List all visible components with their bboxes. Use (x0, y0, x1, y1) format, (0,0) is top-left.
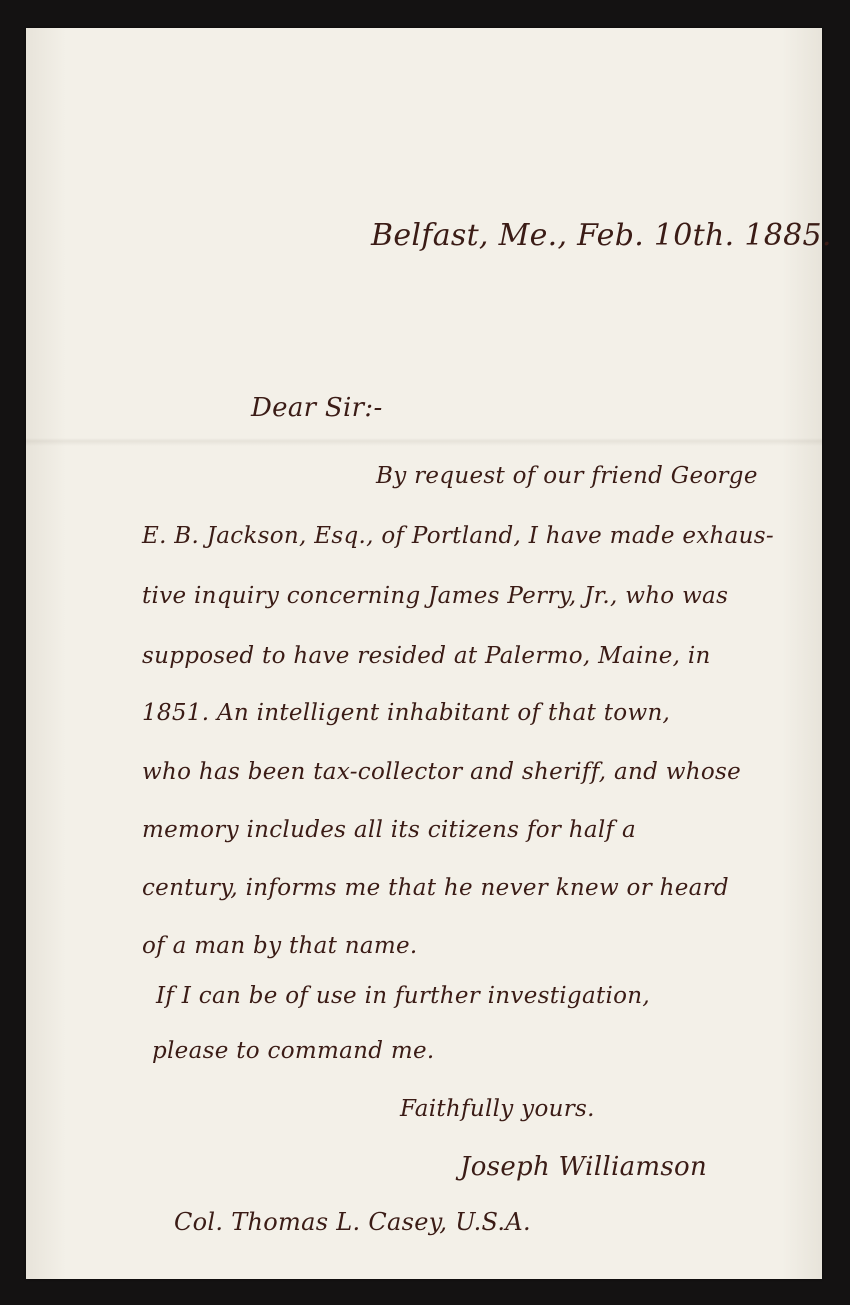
body-line: of a man by that name. (142, 933, 418, 959)
body-line: please to command me. (152, 1038, 435, 1064)
closing: Faithfully yours. (400, 1096, 595, 1122)
letter-page (26, 28, 832, 1279)
body-line: memory includes all its citizens for half a (142, 817, 636, 843)
body-line: who has been tax-collector and sheriff, and whose (142, 759, 741, 785)
signature: Joseph Williamson (460, 1152, 707, 1182)
body-line: century, informs me that he never knew or heard (142, 875, 729, 901)
body-line: tive inquiry concerning James Perry, Jr., who was (142, 583, 729, 609)
body-line: E. B. Jackson, Esq., of Portland, I have made exhaus- (142, 523, 774, 549)
dateline: Belfast, Me., Feb. 10th. 1885. (371, 218, 832, 253)
addressee: Col. Thomas L. Casey, U.S.A. (174, 1208, 531, 1236)
body-line: 1851. An intelligent inhabitant of that town, (142, 700, 671, 726)
body-line: By request of our friend George (376, 463, 758, 489)
salutation: Dear Sir:- (251, 393, 383, 423)
body-line: supposed to have resided at Palermo, Maine, in (142, 643, 711, 669)
body-line: If I can be of use in further investigation, (156, 983, 651, 1009)
